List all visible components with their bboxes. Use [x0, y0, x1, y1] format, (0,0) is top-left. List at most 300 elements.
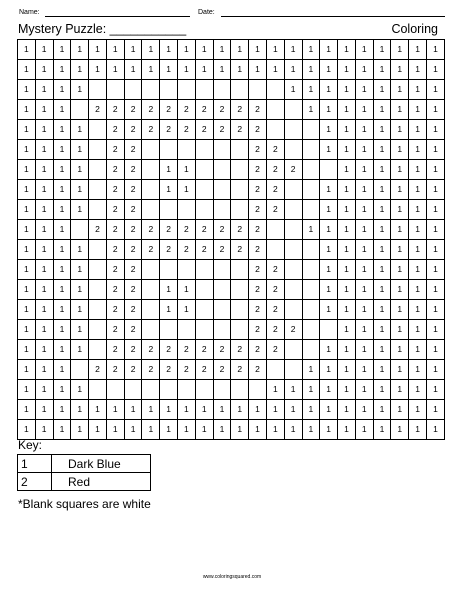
grid-cell: 1 [302, 360, 320, 380]
grid-cell: 1 [231, 40, 249, 60]
grid-cell: 1 [18, 380, 36, 400]
grid-cell: 1 [53, 160, 71, 180]
grid-cell: 2 [249, 180, 267, 200]
grid-cell: 1 [106, 60, 124, 80]
grid-cell [284, 100, 302, 120]
grid-cell [302, 180, 320, 200]
grid-cell: 2 [160, 340, 178, 360]
grid-cell: 1 [195, 60, 213, 80]
grid-cell: 2 [160, 360, 178, 380]
grid-cell: 1 [266, 400, 284, 420]
grid-cell: 1 [355, 160, 373, 180]
grid-cell: 2 [178, 240, 196, 260]
grid-cell: 1 [53, 120, 71, 140]
grid-cell: 1 [426, 360, 444, 380]
grid-cell: 1 [124, 400, 142, 420]
grid-cell: 1 [35, 280, 53, 300]
grid-cell: 1 [426, 40, 444, 60]
grid-cell [213, 300, 231, 320]
grid-cell: 1 [355, 380, 373, 400]
grid-cell [284, 220, 302, 240]
grid-cell: 1 [53, 60, 71, 80]
grid-cell: 1 [89, 420, 107, 440]
grid-cell: 1 [355, 260, 373, 280]
grid-cell [284, 180, 302, 200]
grid-cell: 1 [355, 200, 373, 220]
grid-cell: 1 [373, 220, 391, 240]
grid-cell [213, 200, 231, 220]
grid-cell [284, 240, 302, 260]
grid-row [18, 120, 445, 140]
grid-cell: 2 [124, 160, 142, 180]
grid-cell: 1 [373, 200, 391, 220]
grid-cell: 2 [195, 340, 213, 360]
grid-cell: 1 [35, 80, 53, 100]
grid-row [18, 280, 445, 300]
grid-cell: 1 [373, 420, 391, 440]
grid-cell: 2 [124, 260, 142, 280]
grid-cell [89, 240, 107, 260]
grid-cell: 1 [409, 300, 427, 320]
grid-cell: 2 [195, 100, 213, 120]
grid-cell: 2 [142, 220, 160, 240]
grid-cell [160, 80, 178, 100]
grid-cell [231, 260, 249, 280]
grid-cell [302, 320, 320, 340]
grid-cell: 1 [53, 260, 71, 280]
grid-cell: 1 [89, 60, 107, 80]
grid-cell: 1 [338, 60, 356, 80]
key-row [18, 455, 151, 473]
grid-cell: 2 [142, 100, 160, 120]
grid-cell [302, 300, 320, 320]
grid-cell [266, 80, 284, 100]
grid-cell: 1 [338, 340, 356, 360]
grid-cell [302, 140, 320, 160]
grid-cell: 1 [355, 320, 373, 340]
grid-cell: 1 [409, 420, 427, 440]
grid-cell [195, 80, 213, 100]
grid-cell: 1 [426, 140, 444, 160]
grid-row [18, 40, 445, 60]
grid-cell: 1 [53, 80, 71, 100]
grid-cell [213, 280, 231, 300]
grid-cell: 1 [391, 120, 409, 140]
grid-cell: 1 [160, 420, 178, 440]
grid-cell: 1 [231, 400, 249, 420]
grid-cell: 1 [409, 140, 427, 160]
grid-cell: 1 [391, 160, 409, 180]
grid-cell: 1 [18, 220, 36, 240]
grid-cell [89, 380, 107, 400]
key-label: Key: [18, 438, 43, 452]
grid-cell: 1 [373, 400, 391, 420]
grid-cell: 2 [106, 120, 124, 140]
grid-cell [142, 260, 160, 280]
grid-cell [89, 140, 107, 160]
grid-cell: 1 [391, 240, 409, 260]
date-label: Date: [198, 9, 215, 16]
key-table [17, 454, 151, 491]
grid-cell: 1 [373, 40, 391, 60]
grid-cell: 1 [373, 280, 391, 300]
grid-row [18, 420, 445, 440]
grid-cell: 1 [373, 120, 391, 140]
grid-cell: 2 [106, 100, 124, 120]
grid-cell: 1 [124, 420, 142, 440]
grid-cell: 2 [266, 260, 284, 280]
grid-cell: 2 [124, 120, 142, 140]
grid-cell: 1 [178, 160, 196, 180]
grid-cell [213, 380, 231, 400]
grid-cell: 1 [71, 140, 89, 160]
grid-cell: 1 [373, 340, 391, 360]
grid-cell: 1 [355, 300, 373, 320]
grid-cell [195, 300, 213, 320]
grid-cell [160, 200, 178, 220]
grid-cell [178, 80, 196, 100]
grid-cell: 1 [53, 420, 71, 440]
grid-cell: 1 [35, 100, 53, 120]
grid-cell: 1 [409, 60, 427, 80]
grid-cell: 2 [213, 120, 231, 140]
grid-cell [178, 200, 196, 220]
grid-cell: 1 [320, 360, 338, 380]
grid-cell: 1 [409, 220, 427, 240]
grid-cell: 1 [426, 60, 444, 80]
grid-cell [195, 320, 213, 340]
key-color: Dark Blue [52, 455, 151, 473]
grid-cell [71, 220, 89, 240]
grid-cell: 1 [71, 260, 89, 280]
grid-cell: 1 [160, 40, 178, 60]
grid-cell [320, 160, 338, 180]
name-date-header [17, 8, 445, 22]
grid-cell: 2 [106, 140, 124, 160]
grid-cell: 1 [71, 180, 89, 200]
grid-cell [142, 180, 160, 200]
grid-cell: 1 [35, 340, 53, 360]
grid-cell: 1 [338, 420, 356, 440]
grid-cell: 2 [178, 100, 196, 120]
grid-cell: 1 [355, 220, 373, 240]
grid-cell: 1 [35, 380, 53, 400]
grid-cell: 1 [231, 60, 249, 80]
grid-cell: 1 [18, 260, 36, 280]
grid-cell: 2 [106, 300, 124, 320]
grid-cell: 2 [213, 340, 231, 360]
grid-cell: 2 [160, 100, 178, 120]
grid-cell: 1 [320, 420, 338, 440]
grid-cell: 1 [409, 240, 427, 260]
grid-cell [124, 80, 142, 100]
grid-cell: 2 [142, 120, 160, 140]
grid-cell: 1 [391, 320, 409, 340]
grid-cell: 1 [302, 100, 320, 120]
grid-cell: 1 [320, 40, 338, 60]
grid-cell: 1 [142, 420, 160, 440]
grid-cell: 1 [338, 180, 356, 200]
grid-cell: 2 [106, 360, 124, 380]
grid-cell: 1 [426, 300, 444, 320]
grid-cell: 1 [71, 240, 89, 260]
grid-cell: 1 [106, 40, 124, 60]
grid-cell: 1 [320, 260, 338, 280]
grid-cell: 1 [18, 300, 36, 320]
grid-cell [71, 100, 89, 120]
grid-cell: 2 [124, 300, 142, 320]
grid-cell: 2 [266, 200, 284, 220]
grid-cell [89, 180, 107, 200]
grid-cell: 1 [355, 360, 373, 380]
grid-cell: 1 [35, 260, 53, 280]
grid-cell: 1 [355, 180, 373, 200]
grid-cell: 1 [213, 60, 231, 80]
grid-cell: 1 [373, 180, 391, 200]
grid-cell: 2 [178, 340, 196, 360]
grid-cell: 2 [249, 260, 267, 280]
grid-cell: 1 [53, 180, 71, 200]
grid-cell: 2 [106, 160, 124, 180]
grid-cell: 2 [124, 280, 142, 300]
grid-cell: 1 [213, 420, 231, 440]
grid-cell [213, 180, 231, 200]
grid-cell: 1 [338, 80, 356, 100]
grid-cell: 1 [18, 340, 36, 360]
grid-cell: 2 [89, 360, 107, 380]
grid-cell [231, 380, 249, 400]
grid-cell [89, 200, 107, 220]
grid-cell: 1 [320, 80, 338, 100]
grid-cell [142, 160, 160, 180]
grid-cell: 1 [302, 420, 320, 440]
grid-cell: 1 [391, 180, 409, 200]
grid-cell: 2 [142, 360, 160, 380]
page-title: Mystery Puzzle: ___________ [18, 22, 187, 36]
grid-cell [142, 320, 160, 340]
grid-cell [302, 120, 320, 140]
grid-cell [302, 240, 320, 260]
grid-cell: 1 [35, 120, 53, 140]
grid-cell: 1 [426, 220, 444, 240]
grid-cell: 1 [71, 380, 89, 400]
grid-cell [89, 320, 107, 340]
grid-cell: 1 [266, 60, 284, 80]
key-number: 2 [18, 473, 52, 491]
grid-cell: 1 [266, 380, 284, 400]
grid-cell: 1 [71, 420, 89, 440]
grid-cell: 1 [355, 80, 373, 100]
grid-cell: 1 [142, 60, 160, 80]
grid-cell: 1 [18, 240, 36, 260]
grid-cell: 1 [18, 360, 36, 380]
grid-cell: 1 [18, 200, 36, 220]
grid-cell: 2 [231, 240, 249, 260]
grid-cell: 1 [35, 220, 53, 240]
grid-cell: 1 [35, 420, 53, 440]
grid-cell: 1 [320, 300, 338, 320]
grid-cell: 1 [373, 300, 391, 320]
grid-cell: 1 [409, 80, 427, 100]
grid-cell: 1 [53, 40, 71, 60]
grid-cell: 2 [89, 220, 107, 240]
grid-cell [231, 280, 249, 300]
grid-cell: 1 [284, 400, 302, 420]
grid-cell [320, 320, 338, 340]
grid-cell [231, 300, 249, 320]
grid-cell: 1 [426, 260, 444, 280]
grid-cell [142, 80, 160, 100]
grid-cell [302, 280, 320, 300]
grid-cell [160, 380, 178, 400]
grid-cell: 2 [106, 340, 124, 360]
grid-cell: 1 [391, 420, 409, 440]
grid-cell: 2 [249, 160, 267, 180]
grid-cell: 2 [106, 180, 124, 200]
grid-cell: 1 [426, 160, 444, 180]
key-number: 1 [18, 455, 52, 473]
grid-cell: 1 [71, 300, 89, 320]
grid-cell [195, 180, 213, 200]
grid-cell: 1 [71, 280, 89, 300]
grid-cell: 2 [249, 340, 267, 360]
grid-cell: 1 [302, 80, 320, 100]
grid-cell: 1 [338, 200, 356, 220]
grid-cell: 1 [426, 240, 444, 260]
grid-cell [266, 240, 284, 260]
grid-cell: 1 [409, 40, 427, 60]
grid-cell: 1 [338, 40, 356, 60]
grid-cell: 1 [106, 420, 124, 440]
grid-cell [160, 320, 178, 340]
grid-cell: 1 [391, 300, 409, 320]
grid-cell: 1 [18, 80, 36, 100]
grid-cell: 1 [18, 40, 36, 60]
grid-cell: 1 [71, 340, 89, 360]
grid-cell: 2 [266, 300, 284, 320]
grid-cell: 2 [178, 360, 196, 380]
grid-cell: 1 [391, 280, 409, 300]
grid-cell: 1 [71, 120, 89, 140]
grid-cell: 1 [409, 180, 427, 200]
grid-cell [213, 320, 231, 340]
grid-cell: 1 [160, 60, 178, 80]
grid-cell [284, 340, 302, 360]
grid-cell: 2 [284, 320, 302, 340]
grid-cell: 1 [284, 60, 302, 80]
grid-cell: 1 [302, 400, 320, 420]
grid-cell: 1 [35, 360, 53, 380]
grid-cell: 2 [195, 360, 213, 380]
grid-cell: 1 [320, 220, 338, 240]
grid-cell [213, 160, 231, 180]
grid-cell: 2 [160, 220, 178, 240]
grid-cell: 1 [355, 120, 373, 140]
grid-row [18, 340, 445, 360]
grid-cell: 1 [53, 360, 71, 380]
grid-cell: 2 [266, 320, 284, 340]
grid-cell: 1 [284, 40, 302, 60]
grid-cell: 2 [124, 360, 142, 380]
grid-cell [160, 140, 178, 160]
grid-cell: 1 [35, 180, 53, 200]
grid-cell: 1 [35, 200, 53, 220]
grid-cell: 1 [338, 400, 356, 420]
grid-cell [231, 200, 249, 220]
grid-cell [195, 380, 213, 400]
grid-cell: 2 [213, 100, 231, 120]
grid-cell: 1 [338, 320, 356, 340]
grid-row [18, 260, 445, 280]
key-row [18, 473, 151, 491]
grid-cell: 2 [106, 240, 124, 260]
grid-cell: 1 [320, 380, 338, 400]
grid-cell: 2 [284, 160, 302, 180]
grid-cell: 1 [320, 200, 338, 220]
grid-cell: 1 [195, 420, 213, 440]
grid-cell [213, 140, 231, 160]
name-label: Name: [19, 9, 40, 16]
grid-cell: 1 [338, 300, 356, 320]
grid-row [18, 220, 445, 240]
grid-cell: 1 [302, 60, 320, 80]
grid-cell [231, 80, 249, 100]
grid-cell: 1 [391, 40, 409, 60]
grid-row [18, 160, 445, 180]
grid-cell: 1 [426, 80, 444, 100]
puzzle-grid [17, 39, 445, 440]
grid-cell: 1 [178, 300, 196, 320]
grid-cell: 2 [178, 220, 196, 240]
grid-cell: 2 [106, 280, 124, 300]
grid-cell: 1 [35, 320, 53, 340]
grid-cell: 1 [18, 420, 36, 440]
grid-cell: 1 [142, 40, 160, 60]
grid-cell [142, 300, 160, 320]
grid-cell [284, 140, 302, 160]
grid-cell: 1 [178, 40, 196, 60]
grid-cell: 2 [266, 160, 284, 180]
grid-cell: 1 [249, 400, 267, 420]
grid-cell: 2 [124, 240, 142, 260]
grid-cell [142, 380, 160, 400]
key-color: Red [52, 473, 151, 491]
grid-cell: 1 [320, 400, 338, 420]
grid-cell: 1 [355, 140, 373, 160]
grid-cell: 1 [426, 280, 444, 300]
grid-cell: 1 [426, 400, 444, 420]
grid-cell: 2 [213, 240, 231, 260]
grid-row [18, 80, 445, 100]
grid-cell: 1 [302, 40, 320, 60]
grid-cell: 2 [249, 360, 267, 380]
grid-cell [195, 160, 213, 180]
grid-row [18, 240, 445, 260]
grid-cell: 1 [249, 420, 267, 440]
grid-cell: 1 [71, 40, 89, 60]
grid-cell: 1 [426, 340, 444, 360]
grid-cell [142, 200, 160, 220]
grid-cell: 1 [338, 100, 356, 120]
grid-cell: 1 [106, 400, 124, 420]
grid-cell [89, 120, 107, 140]
grid-cell: 2 [249, 320, 267, 340]
grid-cell [302, 200, 320, 220]
grid-cell: 1 [391, 220, 409, 240]
grid-cell [284, 120, 302, 140]
grid-cell: 1 [160, 160, 178, 180]
grid-cell: 1 [71, 60, 89, 80]
